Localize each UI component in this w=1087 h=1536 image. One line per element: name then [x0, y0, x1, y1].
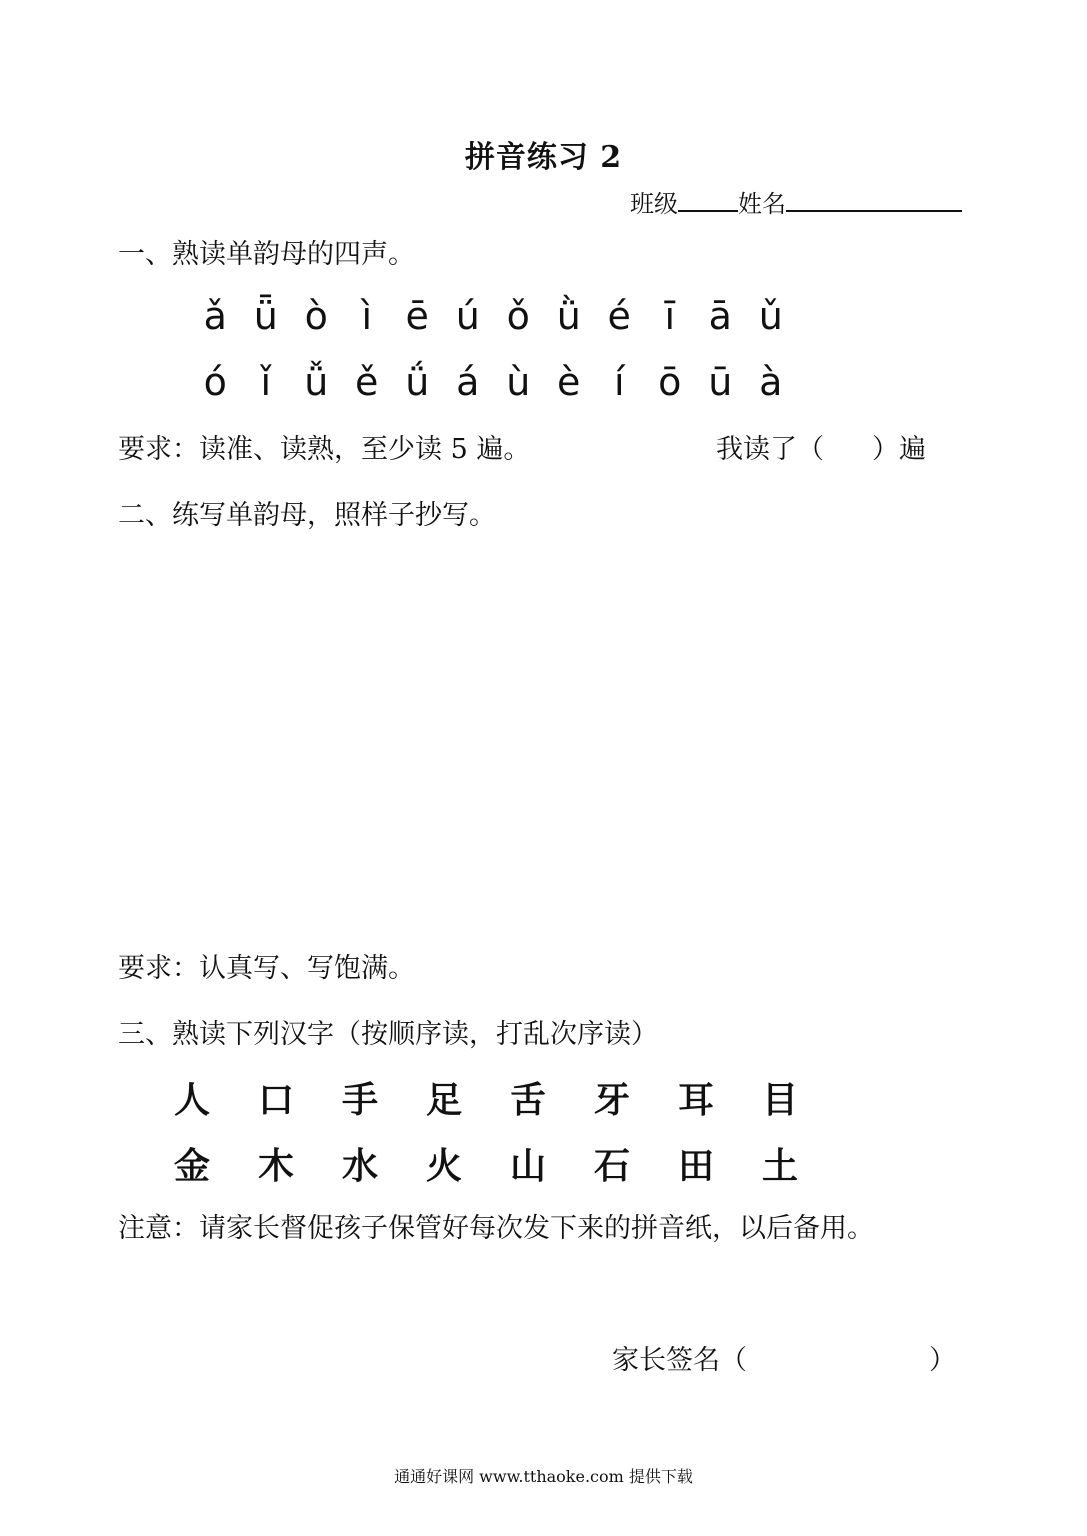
- pinyin-vowel: ǒ: [506, 294, 530, 338]
- parent-signature-prefix: 家长签名（: [612, 1345, 747, 1376]
- pinyin-vowel: ǎ: [203, 294, 227, 338]
- hanzi-character: 牙: [593, 1080, 630, 1121]
- pinyin-vowel: ē: [405, 294, 429, 338]
- pinyin-vowel: ò: [304, 294, 328, 338]
- pinyin-vowel: ǘ: [405, 360, 430, 404]
- hanzi-row-2: [150, 1138, 822, 1189]
- hanzi-character: 火: [425, 1146, 462, 1187]
- hanzi-character: 石: [593, 1146, 630, 1187]
- hanzi-character: 人: [173, 1080, 210, 1121]
- note-text: 注意：请家长督促孩子保管好每次发下来的拼音纸，以后备用。: [118, 1213, 874, 1244]
- section3-heading: 三、熟读下列汉字（按顺序读，打乱次序读）: [118, 1019, 658, 1050]
- footer-credit: 通通好课网 www.tthaoke.com 提供下载: [394, 1467, 693, 1486]
- hanzi-character: 金: [173, 1146, 210, 1187]
- section2-heading: 二、练写单韵母，照样子抄写。: [118, 500, 496, 531]
- section2-requirement: 要求：认真写、写饱满。: [118, 953, 415, 984]
- page-title: 拼音练习 2: [464, 140, 623, 175]
- pinyin-vowel: ǔ: [758, 294, 783, 338]
- hanzi-character: 耳: [677, 1080, 714, 1121]
- pinyin-row-2: [190, 360, 796, 404]
- pinyin-vowel: ě: [355, 360, 379, 404]
- pinyin-vowel: ā: [708, 294, 732, 338]
- hanzi-character: 山: [509, 1146, 546, 1187]
- pinyin-vowel: ǖ: [253, 294, 278, 338]
- pinyin-vowel: á: [456, 360, 480, 404]
- parent-signature-suffix: ）: [929, 1345, 956, 1376]
- pinyin-vowel: ī: [664, 294, 676, 338]
- pinyin-vowel: ù: [506, 360, 531, 404]
- pinyin-vowel: ǐ: [260, 360, 272, 404]
- pinyin-vowel: à: [759, 360, 783, 404]
- student-info-line: [630, 184, 962, 219]
- section1-heading: 一、熟读单韵母的四声。: [118, 239, 415, 270]
- hanzi-character: 手: [341, 1080, 378, 1121]
- read-count-suffix: ）遍: [872, 434, 926, 465]
- pinyin-vowel: ì: [361, 294, 373, 338]
- class-blank[interactable]: [678, 186, 738, 212]
- hanzi-row-1: [150, 1072, 822, 1123]
- pinyin-vowel: ú: [455, 294, 480, 338]
- hanzi-character: 目: [761, 1080, 798, 1121]
- pinyin-vowel: è: [557, 360, 581, 404]
- hanzi-character: 足: [425, 1080, 462, 1121]
- class-label: 班级: [630, 190, 678, 218]
- pinyin-row-1: [190, 294, 796, 338]
- hanzi-character: 土: [761, 1146, 798, 1187]
- pinyin-vowel: é: [607, 294, 631, 338]
- pinyin-vowel: í: [613, 360, 625, 404]
- pinyin-vowel: ǜ: [556, 294, 581, 338]
- pinyin-vowel: ǚ: [304, 360, 329, 404]
- name-label: 姓名: [738, 190, 786, 218]
- read-count-prefix: 我读了（: [716, 434, 824, 465]
- pinyin-vowel: ō: [658, 360, 682, 404]
- hanzi-character: 木: [257, 1146, 294, 1187]
- hanzi-character: 舌: [509, 1080, 546, 1121]
- hanzi-character: 口: [257, 1080, 294, 1121]
- section1-requirement: 要求：读准、读熟，至少读 5 遍。: [118, 434, 531, 465]
- pinyin-vowel: ū: [708, 360, 733, 404]
- name-blank[interactable]: [786, 186, 962, 212]
- hanzi-character: 水: [341, 1146, 378, 1187]
- parent-signature: [612, 1338, 956, 1377]
- hanzi-character: 田: [677, 1146, 714, 1187]
- read-count: [716, 427, 926, 466]
- pinyin-vowel: ó: [203, 360, 227, 404]
